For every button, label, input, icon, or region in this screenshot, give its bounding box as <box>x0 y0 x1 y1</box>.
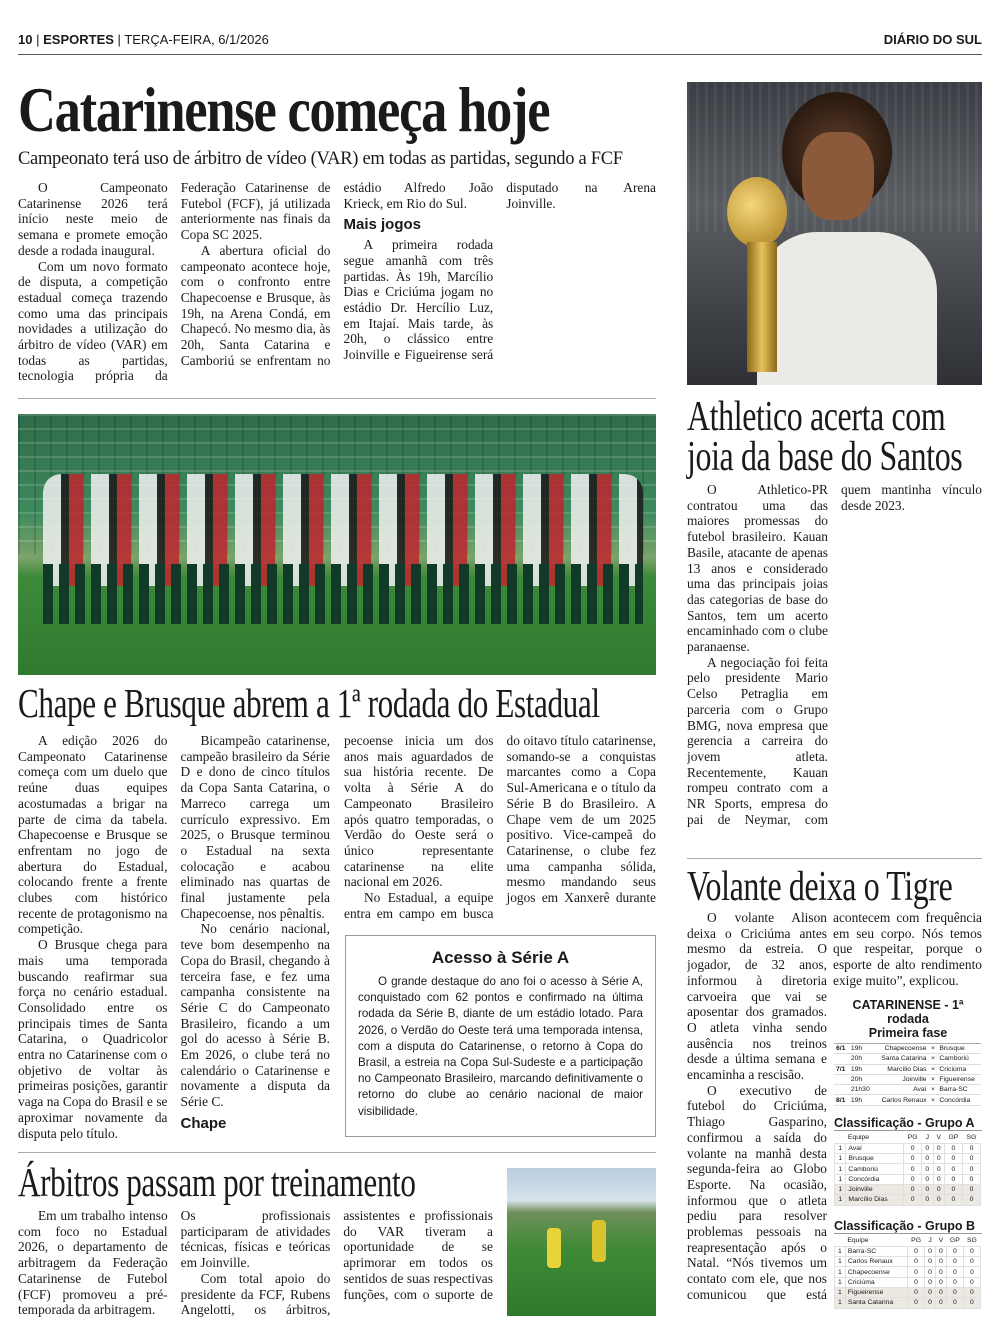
subheading: Mais jogos <box>343 216 422 234</box>
stat-value: 0 <box>946 1257 963 1267</box>
match-time: 19h <box>849 1095 874 1105</box>
column-header: SG <box>966 1134 977 1142</box>
stat-value: 0 <box>904 1174 922 1184</box>
volante-headline: Volante deixa o Tigre <box>687 864 953 910</box>
stat-value: 0 <box>946 1267 963 1277</box>
column-header: J <box>928 1237 932 1245</box>
paragraph: A edição 2026 do Campeonato Catarinense começa com um duelo que reúne duas equipes acostumadas a brigar na parte de cima da tabela. Chapecoense e Brusque se enfrentam no jogo de abertura do Estadual, colocando frente a frente clubes com histórico recente de protagonismo na competição. <box>18 733 168 937</box>
schedule-panel <box>834 998 982 1106</box>
stat-value: 0 <box>933 1195 944 1205</box>
home-team: Chapecoense <box>874 1044 928 1054</box>
stat-value: 0 <box>933 1164 944 1174</box>
stat-value: 0 <box>962 1154 980 1164</box>
stat-value: 0 <box>962 1174 980 1184</box>
chape-body <box>18 733 330 1143</box>
position: 1 <box>835 1277 846 1287</box>
stat-value: 0 <box>922 1174 933 1184</box>
column-header: GP <box>949 1237 960 1245</box>
standings-row <box>835 1164 981 1174</box>
stat-value: 0 <box>944 1184 962 1194</box>
standings-group-a <box>834 1116 982 1206</box>
stat-value: 0 <box>946 1246 963 1256</box>
stat-value: 0 <box>963 1287 980 1297</box>
stat-value: 0 <box>922 1164 933 1174</box>
volante-body-continued <box>833 910 982 990</box>
athletico-headline-line1: Athletico acerta com <box>687 394 946 440</box>
stat-value: 0 <box>922 1195 933 1205</box>
stat-value: 0 <box>908 1246 925 1256</box>
team-name: Camboriú <box>846 1164 904 1174</box>
match-time: 21h30 <box>849 1085 874 1095</box>
acesso-serie-a-box <box>345 935 656 1137</box>
section-divider <box>687 858 982 859</box>
page-header-left <box>18 32 269 47</box>
home-team: Avaí <box>874 1085 928 1095</box>
stat-value: 0 <box>904 1164 922 1174</box>
column-header <box>835 1236 846 1246</box>
stat-value: 0 <box>908 1298 925 1308</box>
team-name: Barra-SC <box>845 1246 907 1256</box>
stat-value: 0 <box>962 1184 980 1194</box>
standings-header-row <box>835 1236 981 1246</box>
stat-value: 0 <box>925 1257 936 1267</box>
volante-body <box>687 910 827 1324</box>
lead-subhead: Campeonato terá uso de árbitro de vídeo (VAR) em todas as partidas, segundo a FCF <box>18 149 623 169</box>
paragraph: A negociação foi feita pelo presidente Mario Celso Petraglia em parceria com o Grupo BMG, nova empresa que gerencia a carreira do jovem atleta. Recentemente, Kauan rompeu contrato com a NR Sports, empresa do pai de Neymar, com quem mantinha vínculo desde 2023. <box>687 482 982 827</box>
stat-value: 0 <box>944 1154 962 1164</box>
position: 1 <box>835 1195 846 1205</box>
column-header <box>835 1133 846 1143</box>
match-time: 19h <box>849 1064 874 1074</box>
position: 1 <box>835 1267 846 1277</box>
stat-value: 0 <box>933 1174 944 1184</box>
athletico-headline-line2: joia da base do Santos <box>687 434 963 480</box>
stat-value: 0 <box>935 1257 946 1267</box>
chape-headline: Chape e Brusque abrem a 1ª rodada do Estadual <box>18 680 600 726</box>
paragraph: pecoense inicia um dos anos mais aguardados de sua história recente. De volta à Série A do Campeonato Brasileiro após quatro temporadas, o Verdão do Oeste será o único representante catarinense na elite nacional em 2026. <box>344 733 494 890</box>
paragraph: No cenário nacional, teve bom desempenho na Copa do Brasil, chegando à terceira fase, e fez uma campanha consistente na Série C do Campeonato Brasileiro, ficando a um gol do acesso à Série B. Em 2026, o clube terá no calendário o Catarinense e novamente a disputa da Série C. <box>180 921 330 1110</box>
away-team: Concórdia <box>937 1095 981 1105</box>
standings-row <box>835 1277 981 1287</box>
standings-title: Classificação - Grupo A <box>834 1116 982 1131</box>
match-date <box>834 1054 849 1064</box>
stat-value: 0 <box>908 1267 925 1277</box>
stat-value: 0 <box>922 1143 933 1153</box>
home-team: Carlos Renaux <box>874 1095 928 1105</box>
position: 1 <box>835 1246 846 1256</box>
column-header: GP <box>948 1134 959 1142</box>
stat-value: 0 <box>904 1143 922 1153</box>
standings-row <box>835 1195 981 1205</box>
arbitros-body <box>18 1208 493 1323</box>
home-team: Joinville <box>874 1074 928 1084</box>
standings-table <box>834 1236 981 1309</box>
position: 1 <box>835 1164 846 1174</box>
stat-value: 0 <box>933 1184 944 1194</box>
stat-value: 0 <box>925 1277 936 1287</box>
stat-value: 0 <box>935 1267 946 1277</box>
standings-row <box>835 1298 981 1308</box>
stat-value: 0 <box>922 1154 933 1164</box>
stat-value: 0 <box>963 1267 980 1277</box>
stat-value: 0 <box>946 1277 963 1287</box>
standings-title: Classificação - Grupo B <box>834 1219 982 1234</box>
team-name: Marcílio Dias <box>846 1195 904 1205</box>
subheading: Chape <box>180 1114 227 1132</box>
stat-value: 0 <box>904 1195 922 1205</box>
arbitros-headline: Árbitros passam por treinamento <box>18 1159 416 1205</box>
home-team: Santa Catarina <box>874 1054 928 1064</box>
home-team: Marcílio Dias <box>874 1064 928 1074</box>
standings-row <box>835 1246 981 1256</box>
schedule-row <box>834 1054 981 1064</box>
section-divider <box>18 398 656 399</box>
paragraph: A primeira rodada segue amanhã com três partidas. Às 19h, Marcílio Dias e Criciúma jogam no estádio Dr. Hercílio Luz, em Itajaí. Mais tarde, às 20h, o clássico entre Joinville e Figueirense será disputado na Arena Joinville. <box>343 180 656 363</box>
team-name: Santa Catarina <box>845 1298 907 1308</box>
column-header: Equipe <box>847 1237 869 1245</box>
team-training-photo <box>18 414 656 675</box>
stat-value: 0 <box>963 1246 980 1256</box>
box-text: O grande destaque do ano foi o acesso à Série A, conquistado com 62 pontos e confirmado na última rodada da Série B, diante de um estádio lotado. Para 2026, o Verdão do Oeste terá uma temporada intensa, com a disputa do Catarinense, o retorno à Copa do Brasil, a estreia na Copa Sul-Sudeste e a participação no Campeonato Brasileiro, marcando definitivamente o retorno do clube ao cenário nacional de maior visibilidade. <box>358 975 643 1118</box>
schedule-subtitle: Primeira fase <box>868 1026 948 1040</box>
paragraph: Com total apoio do presidente da FCF, Rubens Angelotti, os árbitros, assistentes e profissionais do VAR tiveram a oportunidade de se aprimorar em todos os sentidos de suas respectivas funções, com o suporte de <box>180 1208 493 1318</box>
position: 1 <box>835 1154 846 1164</box>
schedule-row <box>834 1044 981 1054</box>
standings-group-b <box>834 1219 982 1309</box>
standings-row <box>835 1287 981 1297</box>
standings-row <box>835 1257 981 1267</box>
team-name: Criciúma <box>845 1277 907 1287</box>
match-time: 20h <box>849 1054 874 1064</box>
team-name: Figueirense <box>845 1287 907 1297</box>
stat-value: 0 <box>904 1154 922 1164</box>
separator: | <box>117 32 121 47</box>
stat-value: 0 <box>922 1184 933 1194</box>
stat-value: 0 <box>962 1195 980 1205</box>
team-name: Avaí <box>846 1143 904 1153</box>
stat-value: 0 <box>962 1143 980 1153</box>
edition-date: TERÇA-FEIRA, 6/1/2026 <box>124 32 269 47</box>
column-header: V <box>936 1134 941 1142</box>
paragraph: Os profissionais participaram de atividades técnicas, físicas e teóricas em Joinville. <box>180 1208 331 1271</box>
standings-header-row <box>835 1133 981 1143</box>
standings-row <box>835 1154 981 1164</box>
separator: | <box>36 32 40 47</box>
paragraph: Em um trabalho intenso com foco no Estadual 2026, o departamento de arbitragem da Federação Catarinense de Futebol (FCF) promoveu a pré-temporada da arbitragem. <box>18 1208 168 1318</box>
paragraph: A abertura oficial do campeonato acontece hoje, com o confronto entre Chapecoense e Brusque, às 19h, na Arena Condá, em Chapecó. No mesmo dia, às 20h, Santa Catarina e Camboriú se enfrentam no estádio Alfredo João Krieck, em Rio do Sul. <box>180 180 494 368</box>
standings-row <box>835 1184 981 1194</box>
standings-row <box>835 1267 981 1277</box>
column-header: SG <box>967 1237 977 1245</box>
away-team: Barra-SC <box>937 1085 981 1095</box>
section-name: ESPORTES <box>43 32 114 47</box>
referees-training-photo <box>507 1168 656 1316</box>
stat-value: 0 <box>933 1143 944 1153</box>
paragraph: acontecem com frequência em seu corpo. Nós temos que respeitar, porque o esporte de alto rendimento exige muito”, explicou. <box>833 910 982 988</box>
position: 1 <box>835 1184 846 1194</box>
paragraph: O executivo de futebol do Criciúma, Thiago Gasparino, confirmou a saída do volante na manhã desta segunda-feira ao Globo Esporte. Na ocasião, informou que o atleta pediu para resolver problemas pessoais na reapresentação após o Natal. “Nós tivemos um contato com ele, que nos comunicou que está <box>687 1082 827 1302</box>
box-title: Acesso à Série A <box>431 948 570 967</box>
team-name: Brusque <box>846 1154 904 1164</box>
paragraph: O Campeonato Catarinense 2026 terá início neste meio de semana e promete emoção desde a rodada inaugural. <box>18 180 168 258</box>
stat-value: 0 <box>925 1298 936 1308</box>
match-time: 20h <box>849 1074 874 1084</box>
versus-sign: × <box>929 1054 938 1064</box>
schedule-table <box>834 1043 981 1106</box>
stat-value: 0 <box>904 1184 922 1194</box>
stat-value: 0 <box>925 1287 936 1297</box>
schedule-row <box>834 1064 981 1074</box>
stat-value: 0 <box>935 1298 946 1308</box>
match-time: 19h <box>849 1044 874 1054</box>
versus-sign: × <box>929 1044 938 1054</box>
paragraph: O volante Alison deixa o Criciúma antes mesmo da estreia. O jogador, de 32 anos, informou à diretoria carvoeira que vai se aposentar dos gramados. O atleta vinha sendo ausência nos treinos desde a última semana e encaminha a rescisão. <box>687 910 827 1083</box>
standings-table <box>834 1133 981 1206</box>
athletico-player-photo <box>687 82 982 385</box>
column-header: PG <box>911 1237 921 1245</box>
away-team: Camboriú <box>937 1054 981 1064</box>
versus-sign: × <box>929 1095 938 1105</box>
match-date <box>834 1074 849 1084</box>
stat-value: 0 <box>963 1257 980 1267</box>
stat-value: 0 <box>925 1267 936 1277</box>
away-team: Figueirense <box>937 1074 981 1084</box>
stat-value: 0 <box>908 1257 925 1267</box>
paragraph: No Estadual, a equipe entra em campo em busca do oitavo título catarinense, somando-se a conquistas marcantes como a Copa Sul-Americana e o título da Série B do Brasileiro. A Chape vem de um 2025 positivo. Vice-campeã do Catarinense, o clube fez uma campanha sólida, mesmo mandando seus jogos em Xanxerê durante <box>344 733 656 921</box>
header-divider <box>18 54 982 55</box>
column-header: Equipe <box>847 1134 870 1142</box>
column-header: PG <box>907 1134 918 1142</box>
standings-row <box>835 1174 981 1184</box>
stat-value: 0 <box>946 1298 963 1308</box>
match-date: 7/1 <box>834 1064 849 1074</box>
paragraph: Bicampeão catarinense, campeão brasileiro da Série D e dono de cinco títulos da Copa Santa Catarina, o Marreco carrega um currículo expressivo. Em 2025, o Brusque terminou o Estadual na sexta colocação e acabou eliminado nas quartas de final justamente pela Chapecoense, nos pênaltis. <box>180 733 330 921</box>
athletico-body <box>687 482 982 844</box>
match-date: 8/1 <box>834 1095 849 1105</box>
match-date <box>834 1085 849 1095</box>
stat-value: 0 <box>908 1287 925 1297</box>
team-name: Carlos Renaux <box>845 1257 907 1267</box>
newspaper-name: DIÁRIO DO SUL <box>883 32 982 47</box>
stat-value: 0 <box>908 1277 925 1287</box>
schedule-row <box>834 1095 981 1105</box>
chape-body-continued <box>344 733 656 923</box>
stat-value: 0 <box>925 1246 936 1256</box>
versus-sign: × <box>929 1064 938 1074</box>
position: 1 <box>835 1287 846 1297</box>
paragraph: O Athletico-PR contratou uma das maiores promessas do futebol brasileiro. Kauan Basile, atacante de apenas 13 anos e considerado uma das principais joias das categorias de base do Santos, tem um acerto encaminhado com o clube paranaense. <box>687 482 828 655</box>
team-name: Concórdia <box>846 1174 904 1184</box>
team-name: Joinville <box>846 1184 904 1194</box>
stat-value: 0 <box>946 1287 963 1297</box>
position: 1 <box>835 1174 846 1184</box>
paragraph: Com um novo formato de disputa, a competição estadual começa trazendo como uma das principais novidades a utilização do árbitro de vídeo (VAR) em todas as partidas, tecnologia própria da Federação Catarinense de Futebol (FCF), já utilizada anteriormente nas finais da Copa SC 2025. <box>18 180 331 384</box>
schedule-row <box>834 1085 981 1095</box>
lead-body <box>18 180 656 388</box>
standings-row <box>835 1143 981 1153</box>
away-team: Brusque <box>937 1044 981 1054</box>
position: 1 <box>835 1298 846 1308</box>
paragraph: O Brusque chega para mais uma temporada buscando reafirmar sua força no cenário estadual. Consolidado entre os principais times de Santa Catarina, o Quadricolor entra no Catarinense com o objetivo de voltar às primeiras posições, garantir vaga na Copa do Brasil e se aproximar novamente da disputa pelo título. <box>18 937 168 1141</box>
stat-value: 0 <box>935 1277 946 1287</box>
versus-sign: × <box>929 1074 938 1084</box>
team-name: Chapecoense <box>845 1267 907 1277</box>
position: 1 <box>835 1257 846 1267</box>
stat-value: 0 <box>962 1164 980 1174</box>
position: 1 <box>835 1143 846 1153</box>
versus-sign: × <box>929 1085 938 1095</box>
stat-value: 0 <box>944 1164 962 1174</box>
schedule-row <box>834 1074 981 1084</box>
stat-value: 0 <box>935 1287 946 1297</box>
page-number: 10 <box>18 32 33 47</box>
stat-value: 0 <box>963 1298 980 1308</box>
stat-value: 0 <box>933 1154 944 1164</box>
schedule-title: CATARINENSE - 1ª rodada <box>852 998 964 1026</box>
stat-value: 0 <box>935 1246 946 1256</box>
stat-value: 0 <box>944 1174 962 1184</box>
stat-value: 0 <box>944 1195 962 1205</box>
lead-headline: Catarinense começa hoje <box>18 74 550 145</box>
column-header: J <box>925 1134 929 1142</box>
match-date: 6/1 <box>834 1044 849 1054</box>
section-divider <box>18 1152 656 1153</box>
away-team: Criciúma <box>937 1064 981 1074</box>
stat-value: 0 <box>963 1277 980 1287</box>
stat-value: 0 <box>944 1143 962 1153</box>
column-header: V <box>938 1237 944 1245</box>
